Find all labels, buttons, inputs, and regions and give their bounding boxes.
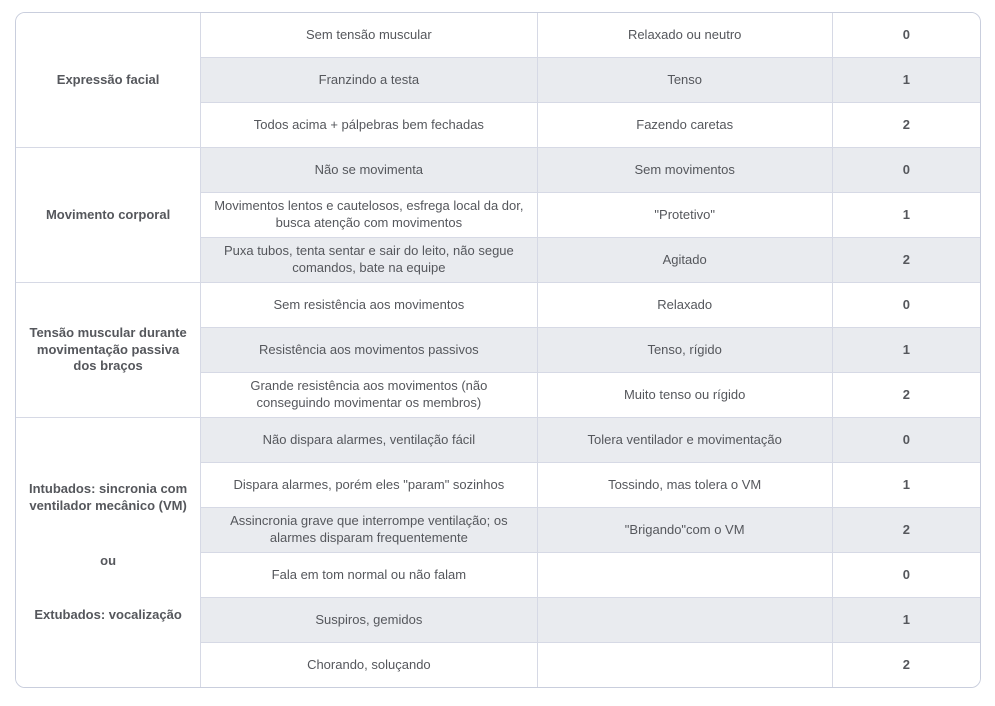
description-cell: Não se movimenta: [201, 148, 537, 193]
label-cell: Muito tenso ou rígido: [537, 373, 832, 418]
score-cell: 1: [832, 598, 980, 643]
label-cell: Tossindo, mas tolera o VM: [537, 463, 832, 508]
label-cell: Tenso, rígido: [537, 328, 832, 373]
score-cell: 0: [832, 148, 980, 193]
description-cell: Assincronia grave que interrompe ventilação; os alarmes disparam frequentemente: [201, 508, 537, 553]
description-cell: Suspiros, gemidos: [201, 598, 537, 643]
label-cell: Agitado: [537, 238, 832, 283]
description-cell: Sem tensão muscular: [201, 13, 537, 58]
score-cell: 2: [832, 508, 980, 553]
description-cell: Puxa tubos, tenta sentar e sair do leito, não segue comandos, bate na equipe: [201, 238, 537, 283]
score-cell: 2: [832, 238, 980, 283]
score-cell: 0: [832, 553, 980, 598]
label-cell: [537, 598, 832, 643]
table-row: [16, 283, 981, 328]
description-cell: Fala em tom normal ou não falam: [201, 553, 537, 598]
score-cell: 0: [832, 418, 980, 463]
score-cell: 0: [832, 13, 980, 58]
score-cell: 1: [832, 58, 980, 103]
description-cell: Todos acima + pálpebras bem fechadas: [201, 103, 537, 148]
category-cell-muscle-tension: [16, 283, 201, 418]
category-cell-ventilator-vocalization: [16, 418, 201, 688]
label-cell: Relaxado ou neutro: [537, 13, 832, 58]
description-cell: Grande resistência aos movimentos (não conseguindo movimentar os membros): [201, 373, 537, 418]
category-label-extubated: Extubados: vocalização: [34, 607, 182, 623]
category-label: Tensão muscular durante movimentação passiva dos braços: [29, 324, 187, 374]
label-cell: Tenso: [537, 58, 832, 103]
label-cell: [537, 643, 832, 688]
table-row: [16, 418, 981, 463]
description-cell: Dispara alarmes, porém eles "param" sozinhos: [201, 463, 537, 508]
category-label-or: ou: [100, 552, 117, 568]
category-label-intubated: Intubados: sincronia com ventilador mecânico (VM): [29, 480, 188, 513]
table-row: [16, 148, 981, 193]
score-cell: 1: [832, 463, 980, 508]
score-cell: 1: [832, 328, 980, 373]
description-cell: Movimentos lentos e cautelosos, esfrega local da dor, busca atenção com movimentos: [201, 193, 537, 238]
description-cell: Chorando, soluçando: [201, 643, 537, 688]
category-cell-facial-expression: [16, 13, 201, 148]
score-cell: 2: [832, 373, 980, 418]
score-cell: 0: [832, 283, 980, 328]
score-cell: 2: [832, 643, 980, 688]
label-cell: "Protetivo": [537, 193, 832, 238]
label-cell: [537, 553, 832, 598]
category-label: Expressão facial: [56, 71, 160, 87]
label-cell: Tolera ventilador e movimentação: [537, 418, 832, 463]
score-cell: 1: [832, 193, 980, 238]
pain-scale-table: [15, 12, 981, 688]
score-cell: 2: [832, 103, 980, 148]
label-cell: Sem movimentos: [537, 148, 832, 193]
label-cell: "Brigando"com o VM: [537, 508, 832, 553]
table-row: [16, 13, 981, 58]
label-cell: Relaxado: [537, 283, 832, 328]
label-cell: Fazendo caretas: [537, 103, 832, 148]
pain-scale-grid: [15, 12, 981, 688]
description-cell: Não dispara alarmes, ventilação fácil: [201, 418, 537, 463]
category-label: Movimento corporal: [45, 206, 171, 222]
description-cell: Resistência aos movimentos passivos: [201, 328, 537, 373]
description-cell: Franzindo a testa: [201, 58, 537, 103]
description-cell: Sem resistência aos movimentos: [201, 283, 537, 328]
category-cell-body-movement: [16, 148, 201, 283]
